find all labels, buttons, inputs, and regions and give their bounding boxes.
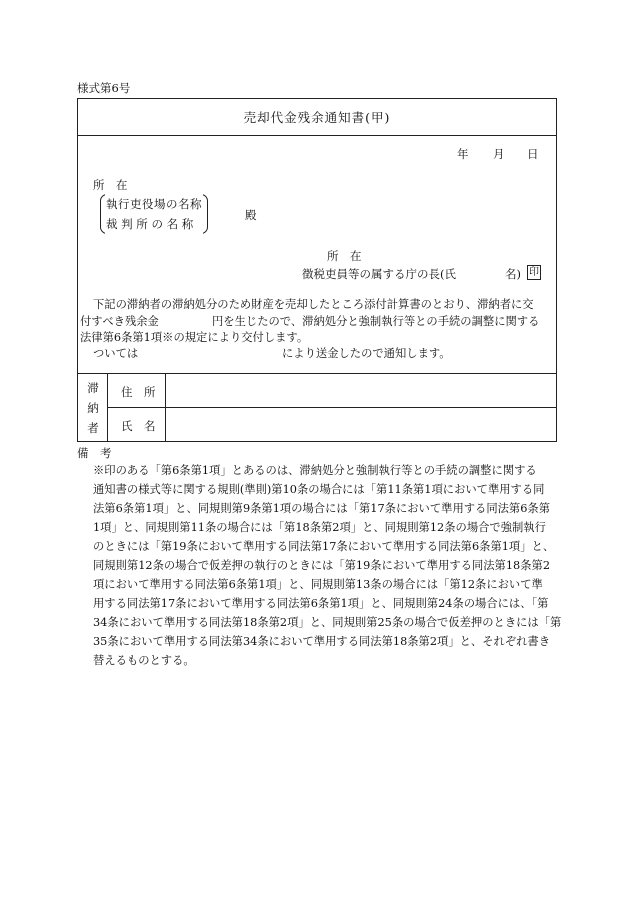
recipient-name-2: 裁 判 所 の 名 称 <box>106 217 194 231</box>
sender-address-label: 所 在 <box>327 249 362 263</box>
recipient-address-label: 所 在 <box>93 178 128 192</box>
remarks-line: 1項」と、同規則第11条の場合には「第18条第2項」と、同規則第12条の場合で強制執行 <box>93 521 546 534</box>
form-title: 売却代金残余通知書(甲) <box>243 110 391 125</box>
remarks-line: 替えるものとする。 <box>93 654 195 667</box>
table-row-divider <box>107 407 557 408</box>
recipient-honorific: 殿 <box>245 208 257 222</box>
body-line-1: 下記の滞納者の滞納処分のため財産を売却したところ添付計算書のとおり、滞納者に交 <box>93 298 534 311</box>
table-col2-divider <box>165 373 166 442</box>
body-line-4-end: により送金したので通知します。 <box>282 347 451 360</box>
remarks-line: ※印のある「第6条第1項」とあるのは、滞納処分と強制執行等との手続の調整に関する <box>93 464 537 477</box>
delinquent-name-label: 氏 名 <box>121 419 156 433</box>
sender-name-suffix: 名) <box>505 267 521 281</box>
remarks-line: 用する同法第17条において準用する同法第6条第1項」と、同規則第24条の場合には、「第 <box>93 597 549 610</box>
remarks-line: 35条において準用する同法第34条において準用する同法第18条第2項」と、それぞれ書き <box>93 635 551 648</box>
body-line-4-start: ついては <box>93 347 139 360</box>
recipient-name-1: 執行吏役場の名称 <box>106 197 202 211</box>
delinquent-address-label: 住 所 <box>121 385 156 399</box>
body-line-2-start: 付すべき残余金 <box>80 315 159 328</box>
remarks-line: 法第6条第1項」と、同規則第9条第1項の場合には「第17条において準用する同法第6条第 <box>93 502 551 515</box>
remarks-line: 34条において準用する同法第18条第2項」と、同規則第25条の場合で仮差押のときには「第 <box>93 616 562 629</box>
remarks-line: 通知書の様式等に関する規則(準則)第10条の場合には「第11条第1項において準用する同 <box>93 483 545 496</box>
table-col1-divider <box>107 373 108 442</box>
sender-agency-label: 徴税吏員等の属する庁の長(氏 <box>302 267 456 281</box>
date-year: 年 <box>457 147 469 161</box>
form-number: 様式第6号 <box>77 81 131 95</box>
date-month: 月 <box>493 147 505 161</box>
date-day: 日 <box>527 147 539 161</box>
body-line-2-end: 円を生じたので、滞納処分と強制執行等との手続の調整に関する <box>212 315 540 328</box>
remarks-line: 項において準用する同法第6条第1項」と、同規則第13条の場合には「第12条において準 <box>93 578 543 591</box>
table-top-divider <box>77 373 557 374</box>
remarks-heading: 備 考 <box>77 446 112 460</box>
body-line-3: 法律第6条第1項※の規定により交付します。 <box>80 331 309 344</box>
remarks-line: 同規則第12条の場合で仮差押の執行のときには「第19条において準用する同法第18条第2 <box>93 559 551 572</box>
delinquent-label: 滞 納 者 <box>87 381 99 435</box>
title-divider <box>77 135 557 136</box>
remarks-line: のときには「第19条において準用する同法第17条において準用する同法第6条第1項」と、 <box>93 540 555 553</box>
seal-mark: 印 <box>529 267 539 278</box>
